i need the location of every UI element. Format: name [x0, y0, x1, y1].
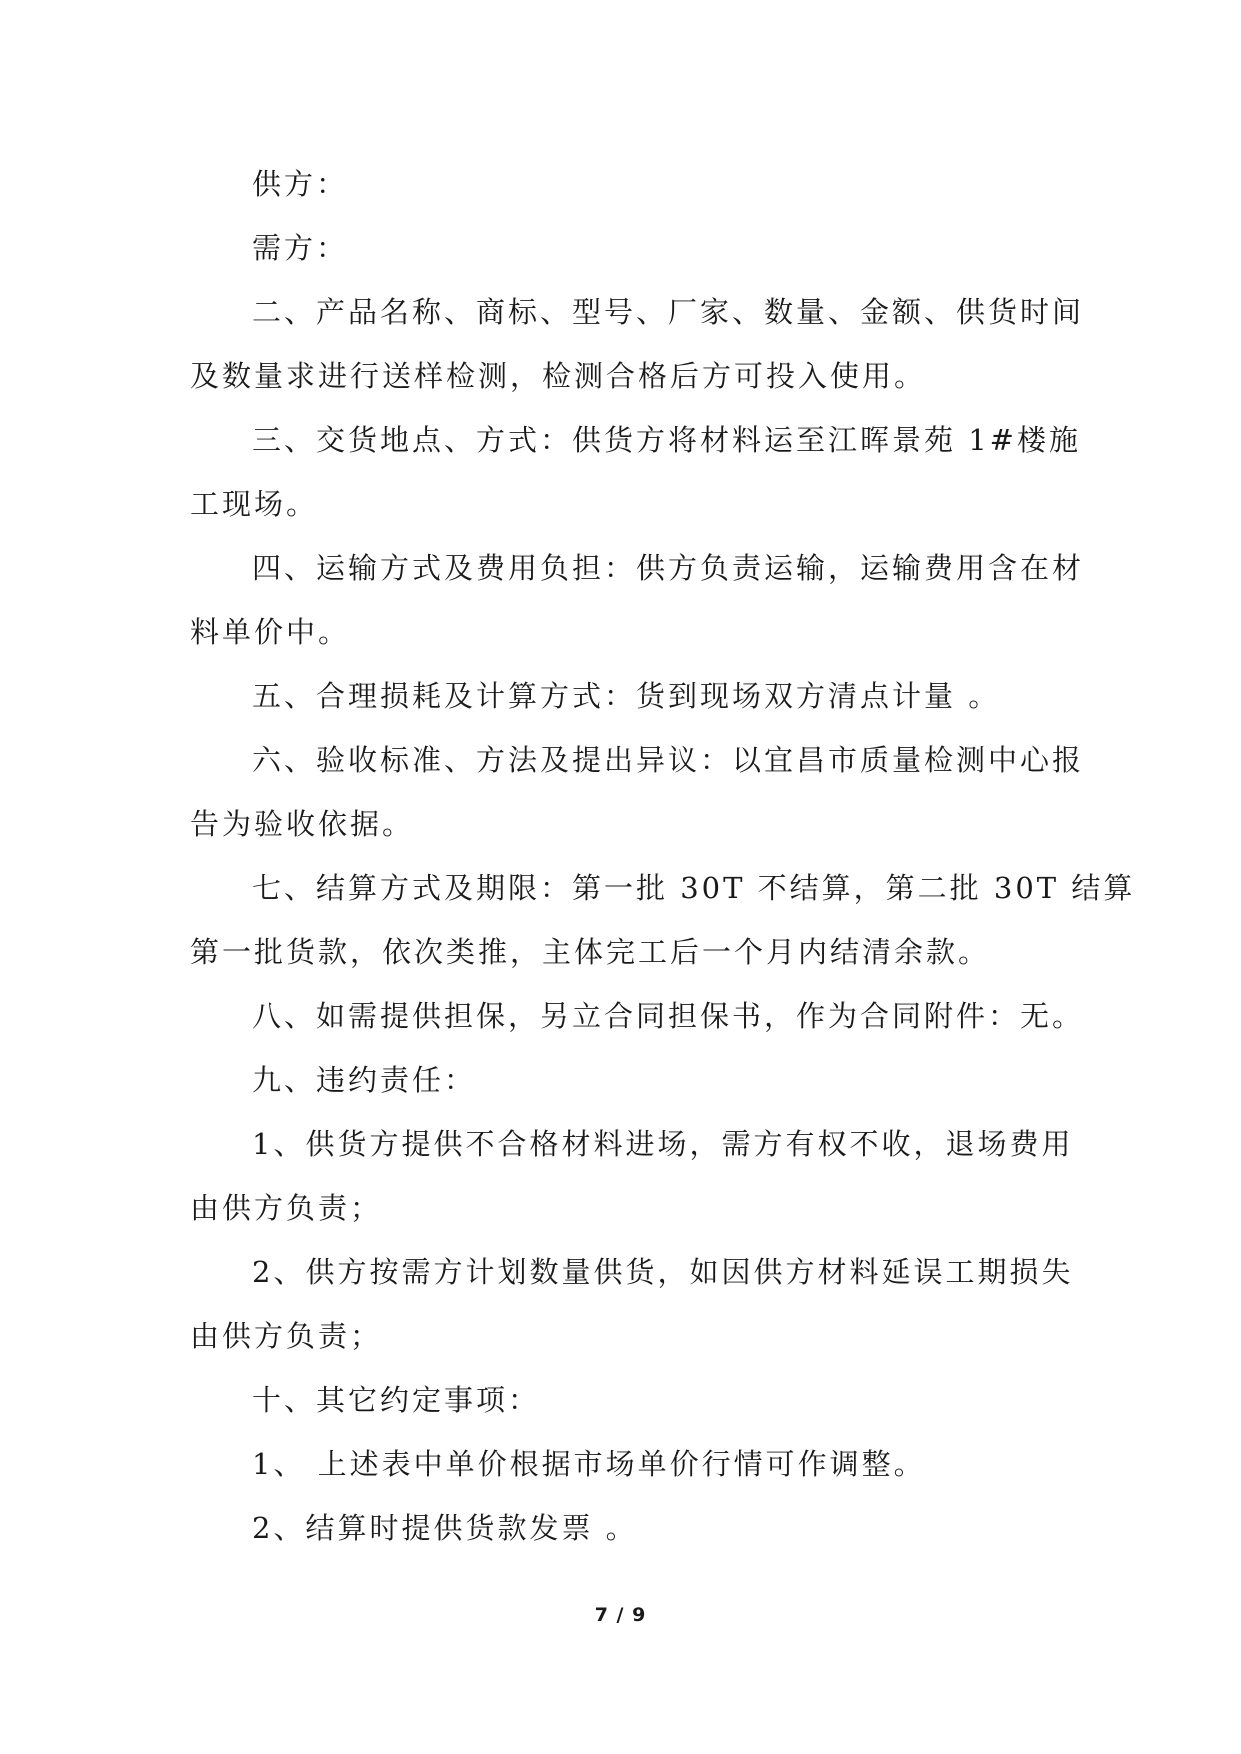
clause-10-item-2: 2、结算时提供货款发票 。 [252, 1511, 638, 1545]
clause-9-item-1-line-1: 1、供货方提供不合格材料进场，需方有权不收，退场费用 [252, 1127, 1074, 1161]
clause-9-item-2-line-2: 由供方负责； [190, 1319, 383, 1353]
clause-10-heading: 十、其它约定事项： [252, 1383, 541, 1417]
clause-3-line-1: 三、交货地点、方式：供货方将材料运至江晖景苑 1#楼施 [252, 423, 1081, 457]
clause-9-heading: 九、违约责任： [252, 1063, 477, 1097]
clause-4-line-1: 四、运输方式及费用负担：供方负责运输，运输费用含在材 [252, 551, 1085, 585]
clause-6-line-1: 六、验收标准、方法及提出异议：以宜昌市质量检测中心报 [252, 743, 1085, 777]
clause-4-line-2: 料单价中。 [190, 615, 351, 649]
clause-9-item-1-line-2: 由供方负责； [190, 1191, 383, 1225]
clause-10-item-1: 1、 上述表中单价根据市场单价行情可作调整。 [252, 1447, 926, 1481]
clause-3-line-2: 工现场。 [190, 487, 319, 521]
clause-6-line-2: 告为验收依据。 [190, 807, 415, 841]
clause-2-line-1: 二、产品名称、商标、型号、厂家、数量、金额、供货时间 [252, 295, 1085, 329]
clause-8-line-1: 八、如需提供担保，另立合同担保书，作为合同附件：无。 [252, 999, 1085, 1033]
clause-7-line-1: 七、结算方式及期限：第一批 30T 不结算，第二批 30T 结算 [252, 871, 1136, 905]
buyer-label-line: 需方： [252, 231, 349, 265]
page-number: 7 / 9 [594, 1604, 647, 1626]
supplier-label-line: 供方： [252, 167, 349, 201]
clause-9-item-2-line-1: 2、供方按需方计划数量供货，如因供方材料延误工期损失 [252, 1255, 1074, 1289]
clause-5-line-1: 五、合理损耗及计算方式：货到现场双方清点计量 。 [252, 679, 1001, 713]
clause-7-line-2: 第一批货款，依次类推，主体完工后一个月内结清余款。 [190, 935, 991, 969]
clause-2-line-2: 及数量求进行送样检测，检测合格后方可投入使用。 [190, 359, 927, 393]
